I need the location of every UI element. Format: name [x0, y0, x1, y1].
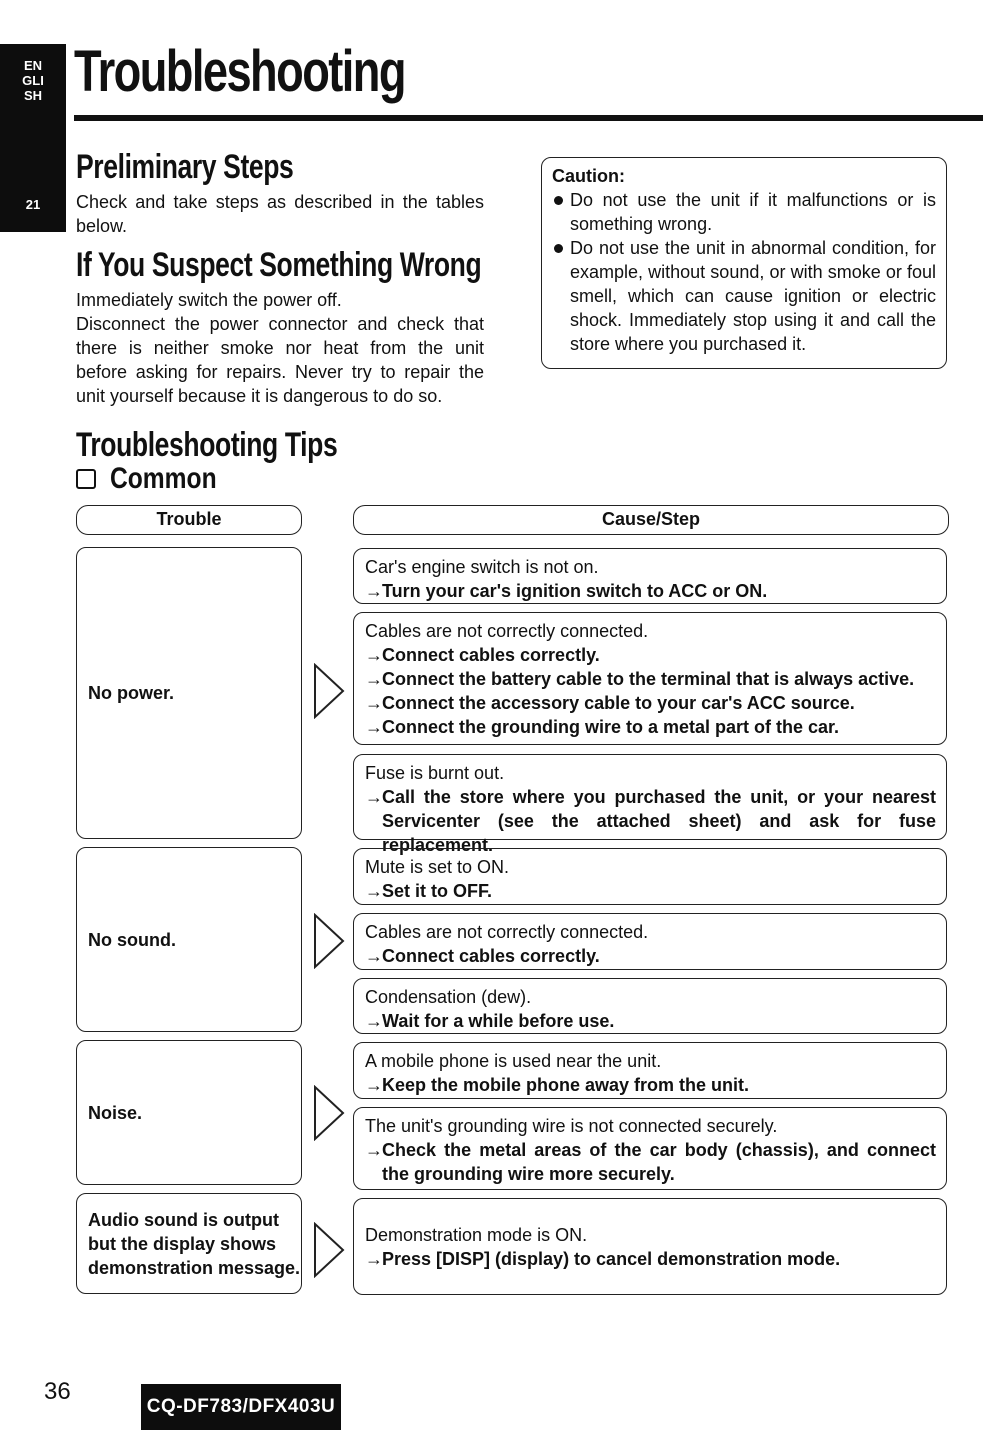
preliminary-heading: Preliminary Steps — [76, 148, 294, 186]
step-text: → Connect the battery cable to the terminal that is always active. — [365, 667, 936, 691]
common-subheading — [76, 462, 240, 496]
step-text: → Connect cables correctly. — [365, 643, 936, 667]
cause-text: A mobile phone is used near the unit. — [365, 1051, 662, 1071]
common-label: Common — [110, 462, 217, 495]
page-title: Troubleshooting — [74, 39, 405, 104]
caution-title: Caution: — [552, 166, 625, 186]
cause-text: Mute is set to ON. — [365, 857, 510, 877]
cause-text: The unit's grounding wire is not connected securely. — [365, 1116, 778, 1136]
trouble-cell — [76, 1193, 302, 1294]
trouble-text: Audio sound is output but the display shows demonstration message. — [88, 1209, 301, 1278]
caution-item: Do not use the unit if it malfunctions or is something wrong. — [552, 188, 936, 236]
cause-cell — [353, 1042, 947, 1099]
preliminary-text: Check and take steps as described in the tables below. — [76, 192, 484, 236]
step-text: → Check the metal areas of the car body (chassis), and connect the grounding wire more securely. — [365, 1138, 936, 1186]
section-page-number: 21 — [25, 197, 41, 212]
cause-cell — [353, 548, 947, 604]
step-text: → Press [DISP] (display) to cancel demonstration mode. — [365, 1247, 936, 1271]
cause-text: Cables are not correctly connected. — [365, 922, 649, 942]
checkbox-square-icon — [76, 469, 96, 489]
cause-cell — [353, 913, 947, 970]
step-text: → Keep the mobile phone away from the unit. — [365, 1073, 936, 1097]
step-text: → Wait for a while before use. — [365, 1009, 936, 1033]
language-label: ENGLISH — [22, 58, 44, 104]
arrow-right-icon — [313, 913, 345, 969]
suspect-text-1: Immediately switch the power off. — [76, 290, 342, 310]
cause-cell — [353, 978, 947, 1034]
trouble-cell — [76, 847, 302, 1032]
model-number-badge: CQ-DF783/DFX403U — [141, 1384, 341, 1430]
step-text: → Connect the accessory cable to your car's ACC source. — [365, 691, 936, 715]
step-text: → Connect cables correctly. — [365, 944, 936, 968]
cause-text: Demonstration mode is ON. — [365, 1224, 588, 1245]
arrow-right-icon — [313, 1085, 345, 1141]
step-text: → Call the store where you purchased the unit, or your nearest Servicenter (see the attached sheet) and ask for fuse replacement. — [365, 785, 936, 857]
cause-cell — [353, 848, 947, 905]
caution-item: Do not use the unit in abnormal condition, for example, without sound, or with smoke or foul smell, which can cause ignition or electric shock. Immediately stop using it and call the store where you purchased it. — [552, 236, 936, 356]
title-divider — [74, 115, 983, 121]
page-number: 36 — [44, 1378, 71, 1405]
step-text: → Turn your car's ignition switch to ACC or ON. — [365, 579, 936, 603]
trouble-cell — [76, 1040, 302, 1185]
suspect-heading: If You Suspect Something Wrong — [76, 246, 482, 284]
trouble-text: No sound. — [88, 929, 176, 950]
arrow-right-icon — [313, 1222, 345, 1278]
caution-list — [552, 188, 936, 356]
step-text: → Set it to OFF. — [365, 879, 936, 903]
cause-text: Car's engine switch is not on. — [365, 557, 599, 577]
cause-column-header: Cause/Step — [353, 505, 949, 535]
cause-cell — [353, 1107, 947, 1190]
cause-text: Fuse is burnt out. — [365, 763, 505, 783]
tips-heading: Troubleshooting Tips — [76, 426, 338, 464]
arrow-right-icon — [313, 663, 345, 719]
trouble-text: Noise. — [88, 1102, 143, 1123]
cause-cell — [353, 1198, 947, 1295]
cause-cell — [353, 612, 947, 745]
cause-text: Cables are not correctly connected. — [365, 621, 649, 641]
caution-box — [541, 157, 947, 369]
trouble-column-header: Trouble — [76, 505, 302, 535]
trouble-cell — [76, 547, 302, 839]
cause-cell — [353, 754, 947, 855]
language-tab — [0, 44, 66, 232]
suspect-text-2: Disconnect the power connector and check that there is neither smoke nor heat from the unit before asking for repairs. Never try to repair the unit yourself because it is dangerous to do so. — [76, 314, 484, 406]
trouble-text: No power. — [88, 683, 175, 703]
step-text: → Connect the grounding wire to a metal part of the car. — [365, 715, 936, 739]
cause-text: Condensation (dew). — [365, 987, 532, 1007]
